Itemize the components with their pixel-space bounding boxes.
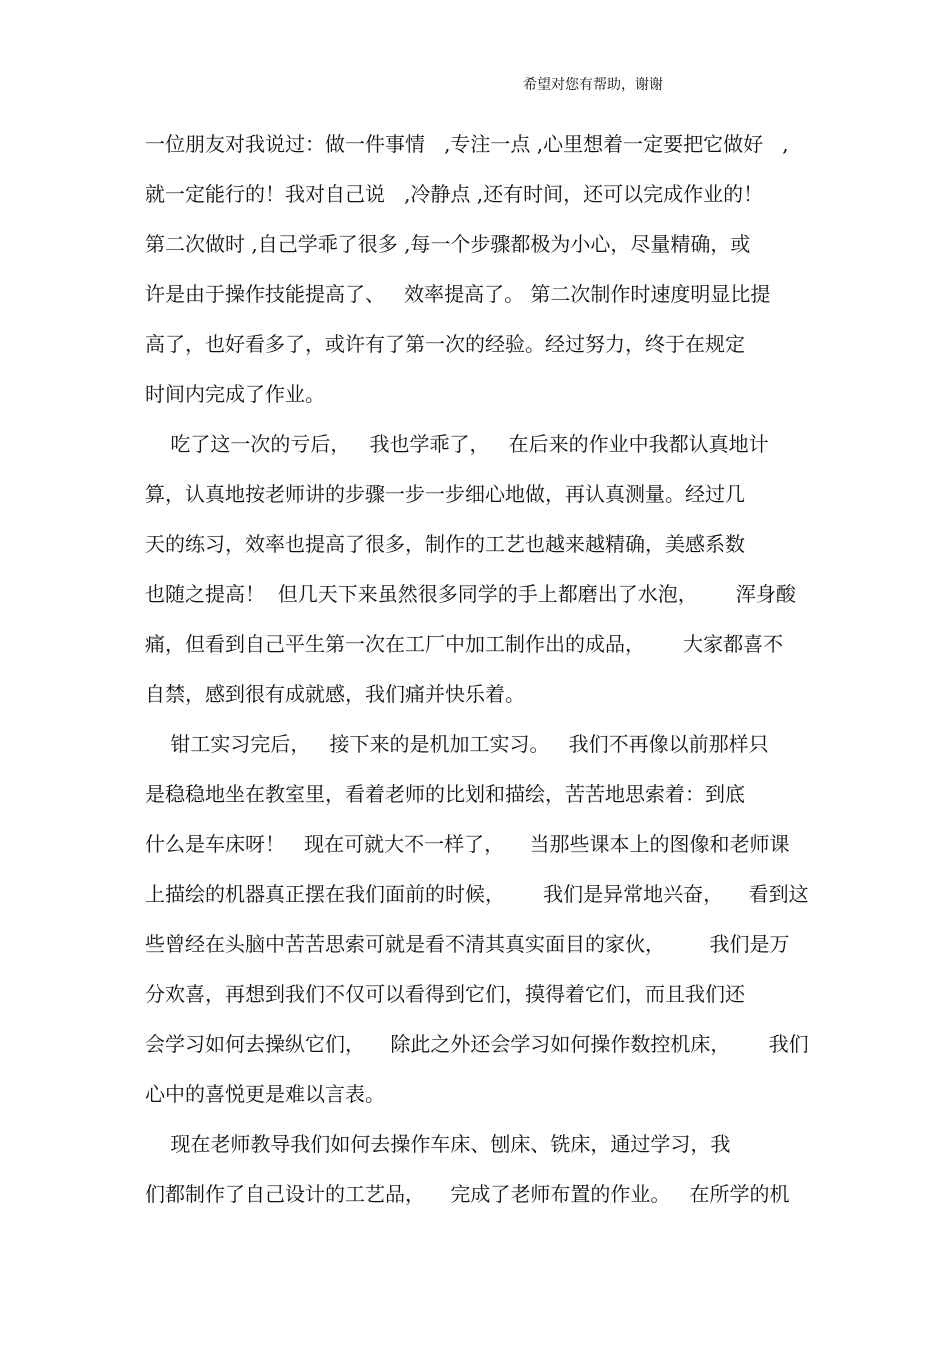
text-line-12: 自禁，感到很有成就感，我们痛并快乐着。 xyxy=(145,682,525,706)
text-line-10: 也随之提高！ 但几天下来虽然很多同学的手上都磨出了水泡， 浑身酸 xyxy=(145,582,796,606)
text-line-8: 算，认真地按老师讲的步骤一步一步细心地做，再认真测量。经过几 xyxy=(145,482,745,506)
text-line-4: 许是由于操作技能提高了、 效率提高了。 第二次制作时速度明显比提 xyxy=(145,282,771,306)
text-line-11: 痛，但看到自己平生第一次在工厂中加工制作出的成品， 大家都喜不 xyxy=(145,632,784,656)
text-line-16: 上描绘的机器真正摆在我们面前的时候， 我们是异常地兴奋， 看到这 xyxy=(145,882,809,906)
text-line-13: 钳工实习完后， 接下来的是机加工实习。 我们不再像以前那样只 xyxy=(145,732,769,756)
text-line-5: 高了，也好看多了，或许有了第一次的经验。经过努力，终于在规定 xyxy=(145,332,745,356)
text-line-19: 会学习如何去操纵它们， 除此之外还会学习如何操作数控机床， 我们 xyxy=(145,1032,809,1056)
text-line-18: 分欢喜，再想到我们不仅可以看得到它们，摸得着它们，而且我们还 xyxy=(145,982,745,1006)
text-line-20: 心中的喜悦更是难以言表。 xyxy=(145,1082,385,1106)
text-line-22: 们都制作了自己设计的工艺品， 完成了老师布置的作业。 在所学的机 xyxy=(145,1182,790,1206)
text-line-6: 时间内完成了作业。 xyxy=(145,382,325,406)
text-line-1: 一位朋友对我说过：做一件事情 ,专注一点 ,心里想着一定要把它做好 , xyxy=(145,132,789,156)
page-header: 希望对您有帮助，谢谢 xyxy=(523,77,663,93)
text-line-7: 吃了这一次的亏后， 我也学乖了， 在后来的作业中我都认真地计 xyxy=(145,432,769,456)
text-line-17: 些曾经在头脑中苦苦思索可就是看不清其真实面目的家伙， 我们是万 xyxy=(145,932,790,956)
text-line-3: 第二次做时 ,自己学乖了很多 ,每一个步骤都极为小心，尽量精确，或 xyxy=(145,232,751,256)
text-line-2: 就一定能行的！我对自己说 ,冷静点 ,还有时间，还可以完成作业的！ xyxy=(145,182,764,206)
text-line-9: 天的练习，效率也提高了很多，制作的工艺也越来越精确，美感系数 xyxy=(145,532,745,556)
text-line-21: 现在老师教导我们如何去操作车床、刨床、铣床，通过学习，我 xyxy=(145,1132,731,1156)
text-line-14: 是稳稳地坐在教室里，看着老师的比划和描绘，苦苦地思索着：到底 xyxy=(145,782,745,806)
text-line-15: 什么是车床呀！ 现在可就大不一样了， 当那些课本上的图像和老师课 xyxy=(145,832,790,856)
